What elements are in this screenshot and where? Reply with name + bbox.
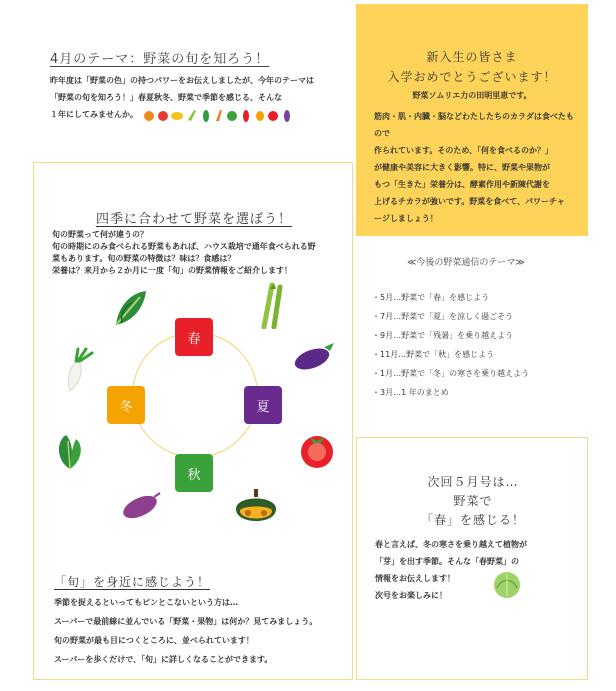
seasons-title: 四季に合わせて野菜を選ぼう！: [95, 212, 292, 227]
april-theme-text: [50, 72, 340, 123]
welcome-subtitle: 野菜ソムリエ力の田明里恵です。: [412, 91, 532, 100]
theme-item: ・9月…野菜で「残暑」を乗り越えよう: [372, 331, 514, 340]
next-issue-box: [356, 437, 588, 680]
seasons-line: 旬の野菜って何が違うの？: [52, 230, 148, 239]
april-line: 「野菜の旬を知ろう！」春夏秋冬、野菜で季節を感じる、そんな: [50, 93, 282, 102]
april-line: 昨年度は「野菜の色」の持つパワーをお伝えしましたが、今年のテーマは: [50, 76, 314, 85]
autumn-badge: 秋: [175, 454, 213, 492]
sweet-potato-icon: [118, 491, 162, 523]
next-title-line2: 野菜で: [453, 494, 493, 508]
themes-title: ≪今後の野菜通信のテーマ≫: [407, 258, 525, 268]
welcome-box: [356, 4, 588, 236]
next-title-line1: 次回５月号は…: [427, 475, 519, 489]
tomato-icon: [296, 431, 338, 469]
next-line: 次号をお楽しみに！: [375, 591, 447, 600]
theme-item: ・11月…野菜で「秋」を感じよう: [372, 350, 495, 359]
daikon-icon: [60, 347, 96, 393]
shun-title: 「旬」を身近に感じよう！: [54, 575, 211, 589]
next-line: 春と言えば、冬の寒さを乗り越えて植物が: [375, 540, 527, 549]
spinach-icon: [110, 287, 152, 329]
welcome-line: もつ「生きた」栄養分は、酵素作用や新陳代謝を: [374, 180, 550, 189]
eggplant-icon: [292, 339, 336, 373]
welcome-line: 上げるチカラが強いです。野菜を食べて、パワーチャ: [374, 197, 565, 206]
welcome-line: 筋肉・肌・内臓・脳などわたしたちのカラダは食べたもので: [374, 112, 574, 138]
themes-list: [372, 288, 529, 402]
april-theme-title: 4月のテーマ：野菜の旬を知ろう！: [50, 52, 270, 67]
april-line: １年にしてみませんか。: [50, 110, 138, 119]
spring-badge: 春: [175, 318, 213, 356]
shun-line: スーパーで最前線に並んでいる「野菜・果物」は何か？見てみましょう。: [54, 617, 318, 626]
next-body: [375, 536, 585, 604]
next-line: 「芽」を出す季節。そんな「春野菜」の: [375, 557, 519, 566]
welcome-line: 作られています。そのため、「何を食べるのか？」: [374, 146, 554, 155]
theme-item: ・5月…野菜で「春」を感じよう: [372, 293, 490, 302]
welcome-line: ージしましょう！: [374, 214, 438, 223]
welcome-title-line2: 入学おめでとうございます！: [387, 70, 557, 84]
cabbage-icon: [491, 570, 523, 600]
seasons-line: 栄養は？来月から２か月に一度「旬」の野菜情報をご紹介します！: [52, 266, 292, 275]
theme-item: ・1月…野菜で「冬」の寒さを乗り越えよう: [372, 369, 530, 378]
seasons-line: 菜もあります。旬の野菜の特徴は？味は？食感は？: [52, 254, 236, 263]
shun-text: [54, 593, 354, 669]
welcome-title-line1: 新入生の皆さま: [426, 50, 518, 64]
theme-item: ・7月…野菜で「夏」を涼しく過ごそう: [372, 312, 514, 321]
shun-line: スーパーを歩くだけで、「旬」に詳しくなることができます。: [54, 655, 273, 664]
seasons-text: [52, 229, 352, 277]
welcome-line: が健康や美容に大きく影響。特に、野菜や果物が: [374, 163, 550, 172]
seasons-box: [33, 162, 353, 680]
vegetable-row-icon: [142, 108, 300, 122]
theme-item: ・3月…1 年のまとめ: [372, 388, 449, 397]
pumpkin-icon: [232, 487, 280, 531]
welcome-body: [374, 108, 578, 227]
shun-line: 旬の野菜が最も目につくところに、並べられています！: [54, 636, 254, 645]
summer-badge: 夏: [244, 386, 282, 424]
asparagus-icon: [256, 281, 292, 329]
komatsuna-icon: [52, 431, 88, 471]
shun-line: 季節を捉えるといってもピンとこないという方は…: [54, 598, 238, 607]
seasons-line: 旬の時期にのみ食べられる野菜もあれば、ハウス栽培で通年食べられる野: [52, 242, 316, 251]
next-line: 情報をお伝えします！: [375, 574, 455, 583]
winter-badge: 冬: [107, 386, 145, 424]
next-title-line3: 「春」を感じる！: [420, 513, 525, 527]
